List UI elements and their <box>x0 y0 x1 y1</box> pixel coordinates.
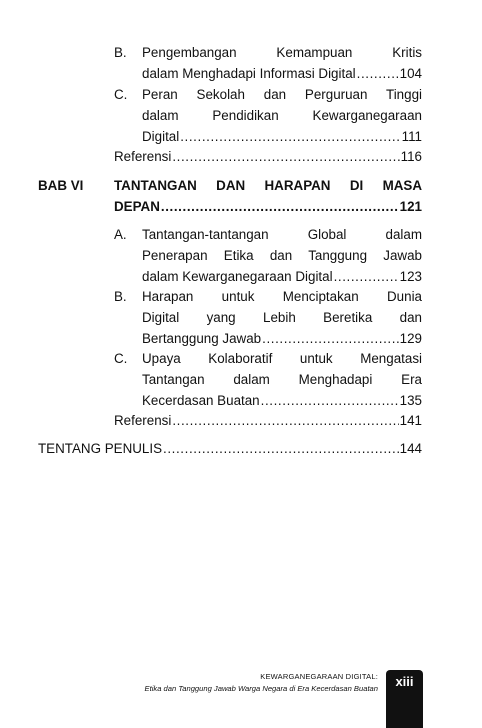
toc-page-number: 121 <box>399 198 422 214</box>
dot-leader <box>334 267 399 288</box>
toc-entry-title-line: Digital yang Lebih Beretika dan <box>142 309 422 325</box>
toc-entry-leader-line <box>142 64 422 85</box>
toc-entry-title-line: dalam Kewarganegaraan Digital <box>142 268 333 284</box>
toc-page-number: 104 <box>399 65 422 81</box>
toc-entry-references-2[interactable] <box>114 411 422 432</box>
toc-entry-title-line: Tantangan-tantangan Global dalam <box>142 227 422 242</box>
dot-leader <box>357 64 399 85</box>
toc-entry-title-line: Harapan untuk Menciptakan Dunia <box>142 289 422 304</box>
toc-page-number: 116 <box>400 149 422 164</box>
toc-entry-marker: C. <box>114 87 128 102</box>
dot-leader <box>261 391 399 412</box>
chapter-title-line: TANTANGAN DAN HARAPAN DI MASA <box>114 178 422 193</box>
page-number-tab <box>386 670 423 728</box>
toc-entry-title-line: Peran Sekolah dan Perguruan Tinggi <box>142 87 422 102</box>
toc-page-number: 135 <box>399 392 422 408</box>
toc-entry-leader-line <box>38 439 422 460</box>
toc-entry-marker: A. <box>114 227 127 242</box>
toc-entry-leader-line <box>142 329 422 350</box>
toc-entry-title-line: Referensi <box>114 413 172 428</box>
toc-page-number: 141 <box>399 413 422 428</box>
dot-leader <box>262 329 399 350</box>
dot-leader <box>180 127 400 148</box>
toc-entry-leader-line <box>142 267 422 288</box>
chapter-label: BAB VI <box>38 178 84 193</box>
toc-page-number: 123 <box>399 268 422 284</box>
toc-entry-leader-line <box>114 197 422 218</box>
toc-entry-title-line: dalam Menghadapi Informasi Digital <box>142 65 356 81</box>
toc-entry-title-line: dalam Pendidikan Kewarganegaraan <box>142 107 422 123</box>
dot-leader <box>161 197 399 218</box>
toc-entry-title-line: Pengembangan Kemampuan Kritis <box>142 45 422 60</box>
dot-leader <box>163 439 399 460</box>
toc-entry-title-line: TENTANG PENULIS <box>38 441 163 456</box>
toc-entry-leader-line <box>114 411 422 432</box>
dot-leader <box>172 147 399 168</box>
chapter-title-line: DEPAN <box>114 198 160 214</box>
footer-book-title: KEWARGANEGARAAN DIGITAL: <box>260 672 378 681</box>
toc-entry-marker: B. <box>114 289 127 304</box>
toc-entry-title-line: Digital <box>142 128 180 144</box>
dot-leader <box>172 411 398 432</box>
footer-book-subtitle: Etika dan Tanggung Jawab Warga Negara di Era Kecerdasan Buatan <box>144 684 378 693</box>
toc-entry-title-line: Kecerdasan Buatan <box>142 392 260 408</box>
toc-entry-title-line: Penerapan Etika dan Tanggung Jawab <box>142 247 422 263</box>
toc-entry-title-line: Upaya Kolaboratif untuk Mengatasi <box>142 351 422 366</box>
toc-entry-about-author[interactable] <box>38 439 422 460</box>
page-number: xiii <box>395 674 414 689</box>
toc-entry-marker: B. <box>114 45 127 60</box>
toc-entry-leader-line <box>142 391 422 412</box>
page-footer <box>0 660 482 728</box>
toc-entry-leader-line <box>114 147 422 168</box>
toc-page-number: 111 <box>401 128 422 144</box>
toc-entry-references-1[interactable] <box>114 147 422 168</box>
toc-entry-title-line: Tantangan dalam Menghadapi Era <box>142 371 422 387</box>
toc-page-number: 144 <box>399 441 422 456</box>
toc-entry-leader-line <box>142 127 422 148</box>
toc-entry-title-line: Bertanggung Jawab <box>142 330 262 346</box>
toc-entry-title-line: Referensi <box>114 149 172 164</box>
toc-entry-marker: C. <box>114 351 128 366</box>
toc-page-number: 129 <box>399 330 422 346</box>
